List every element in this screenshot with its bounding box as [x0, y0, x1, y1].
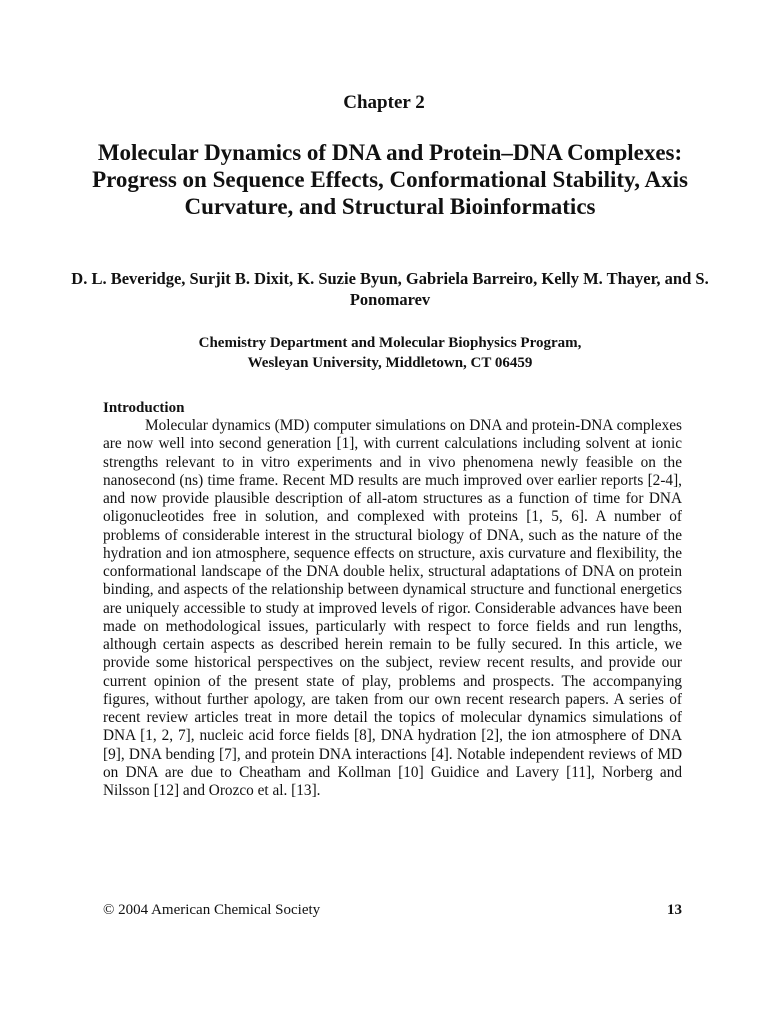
chapter-label: Chapter 2: [343, 92, 425, 113]
author-list: D. L. Beveridge, Surjit B. Dixit, K. Suzie Byun, Gabriela Barreiro, Kelly M. Thayer, and S. Ponomarev: [71, 269, 709, 309]
affiliation: [60, 333, 720, 373]
section-heading-introduction: Introduction: [103, 400, 185, 416]
affiliation-line-2: Wesleyan University, Middletown, CT 06459: [247, 355, 533, 371]
affiliation-line-1: Chemistry Department and Molecular Biophysics Program,: [198, 335, 582, 351]
copyright-notice: © 2004 American Chemical Society: [103, 902, 321, 918]
chapter-title: Molecular Dynamics of DNA and Protein–DNA Complexes: Progress on Sequence Effects, Conformational Stability, Axis Curvature, and Structural Bioinformatics: [92, 140, 688, 219]
introduction-paragraph: Molecular dynamics (MD) computer simulations on DNA and protein-DNA complexes are now well into second generation [1], with current calculations including solvent at ionic strengths relevant to in vitro experiments and in vivo phenomena newly feasible on the nanosecond (ns) time frame. Recent MD results are much improved over earlier reports [2-4], and now provide plausible description of all-atom structures as a function of time for DNA oligonucleotides free in solution, and complexed with proteins [1, 5, 6]. A number of problems of considerable interest in the structural biology of DNA, such as the nature of the hydration and ion atmosphere, sequence effects on structure, axis curvature and flexibility, the conformational landscape of the DNA double helix, structural adaptations of DNA on protein binding, and aspects of the relationship between dynamical structure and functional energetics are uniquely accessible to study at improved levels of rigor. Considerable advances have been made on methodological issues, particularly with respect to force fields and run lengths, although certain aspects as described herein remain to be fully secured. In this article, we provide some historical perspectives on the subject, review recent results, and provide our current opinion of the present state of play, problems and prospects. The accompanying figures, without further apology, are taken from our own recent research papers. A series of recent review articles treat in more detail the topics of molecular dynamics simulations of DNA [1, 2, 7], nucleic acid force fields [8], DNA hydration [2], the ion atmosphere of DNA [9], DNA bending [7], and protein DNA interactions [4]. Notable independent reviews of MD on DNA are due to Cheatham and Kollman [10] Guidice and Lavery [11], Norberg and Nilsson [12] and Orozco et al. [13].: [103, 417, 682, 799]
page-number: 13: [667, 902, 682, 918]
